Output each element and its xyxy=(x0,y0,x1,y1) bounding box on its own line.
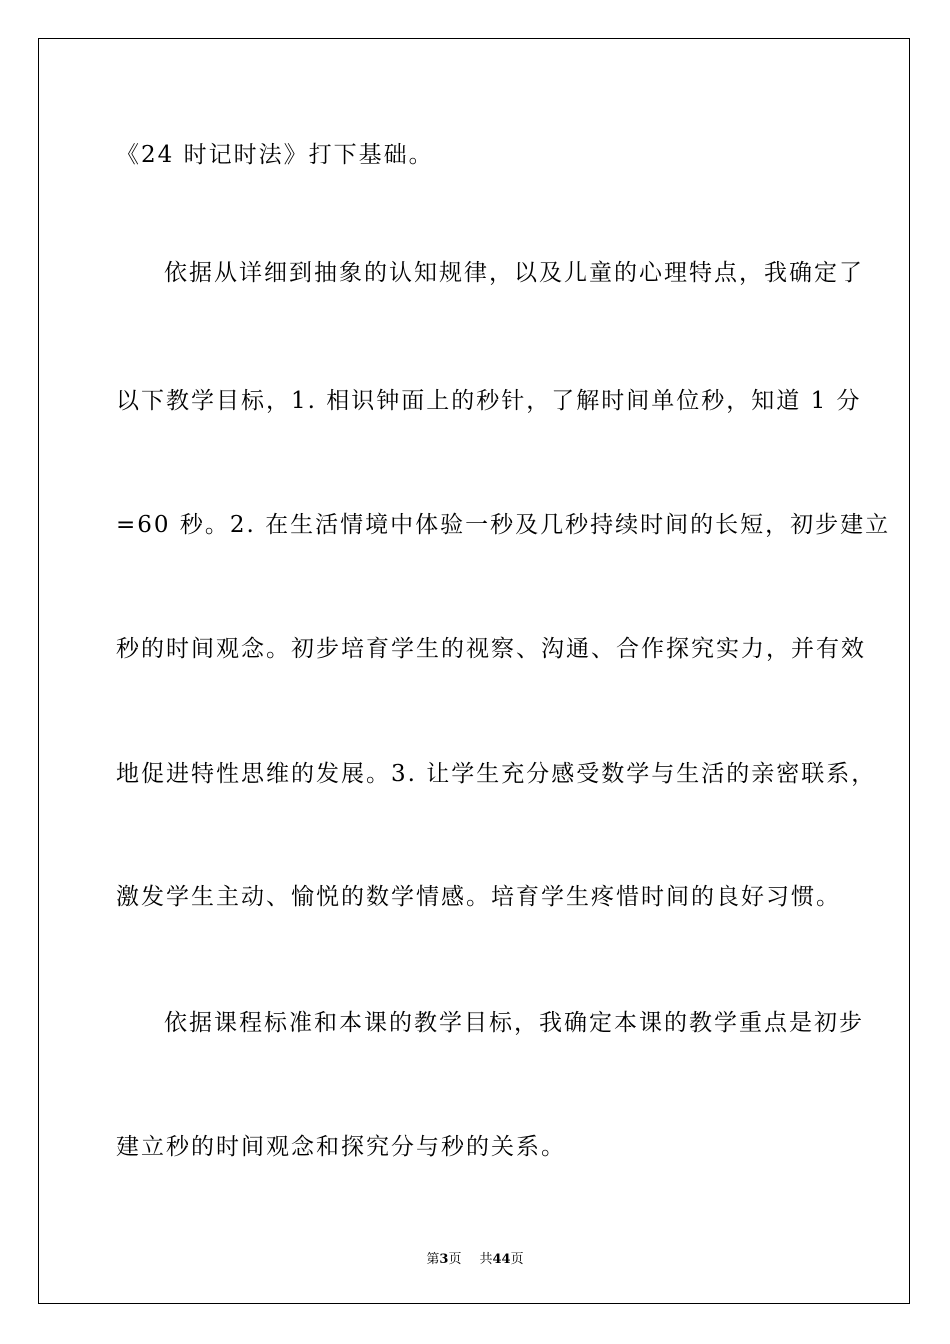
paragraph-2-line-5: 地促进特性思维的发展。3. 让学生充分感受数学与生活的亲密联系， xyxy=(116,761,877,787)
text-line-1: 《24 时记时法》打下基础。 xyxy=(116,142,434,168)
footer-total-prefix: 共 xyxy=(479,1252,493,1267)
paragraph-2-line-6: 激发学生主动、愉悦的数学情感。培育学生疼惜时间的良好习惯。 xyxy=(116,884,841,910)
paragraph-2-line-4: 秒的时间观念。初步培育学生的视察、沟通、合作探究实力，并有效 xyxy=(116,636,866,662)
footer-page-prefix: 第 xyxy=(426,1252,440,1267)
footer-total-pages: 44 xyxy=(492,1252,511,1267)
footer-page-suffix: 页 xyxy=(448,1252,462,1267)
paragraph-2-line-3: =60 秒。2. 在生活情境中体验一秒及几秒持续时间的长短，初步建立 xyxy=(116,512,891,538)
page-border xyxy=(38,38,910,1304)
paragraph-2-line-1: 依据从详细到抽象的认知规律，以及儿童的心理特点，我确定了 xyxy=(164,260,864,286)
footer-page-number: 3 xyxy=(439,1252,449,1267)
paragraph-3-line-2: 建立秒的时间观念和探究分与秒的关系。 xyxy=(116,1134,566,1160)
footer-total-suffix: 页 xyxy=(510,1252,524,1267)
paragraph-3-line-1: 依据课程标准和本课的教学目标，我确定本课的教学重点是初步 xyxy=(164,1010,864,1036)
paragraph-2-line-2: 以下教学目标，1. 相识钟面上的秒针，了解时间单位秒，知道 1 分 xyxy=(116,388,862,414)
page-footer xyxy=(0,1248,950,1267)
